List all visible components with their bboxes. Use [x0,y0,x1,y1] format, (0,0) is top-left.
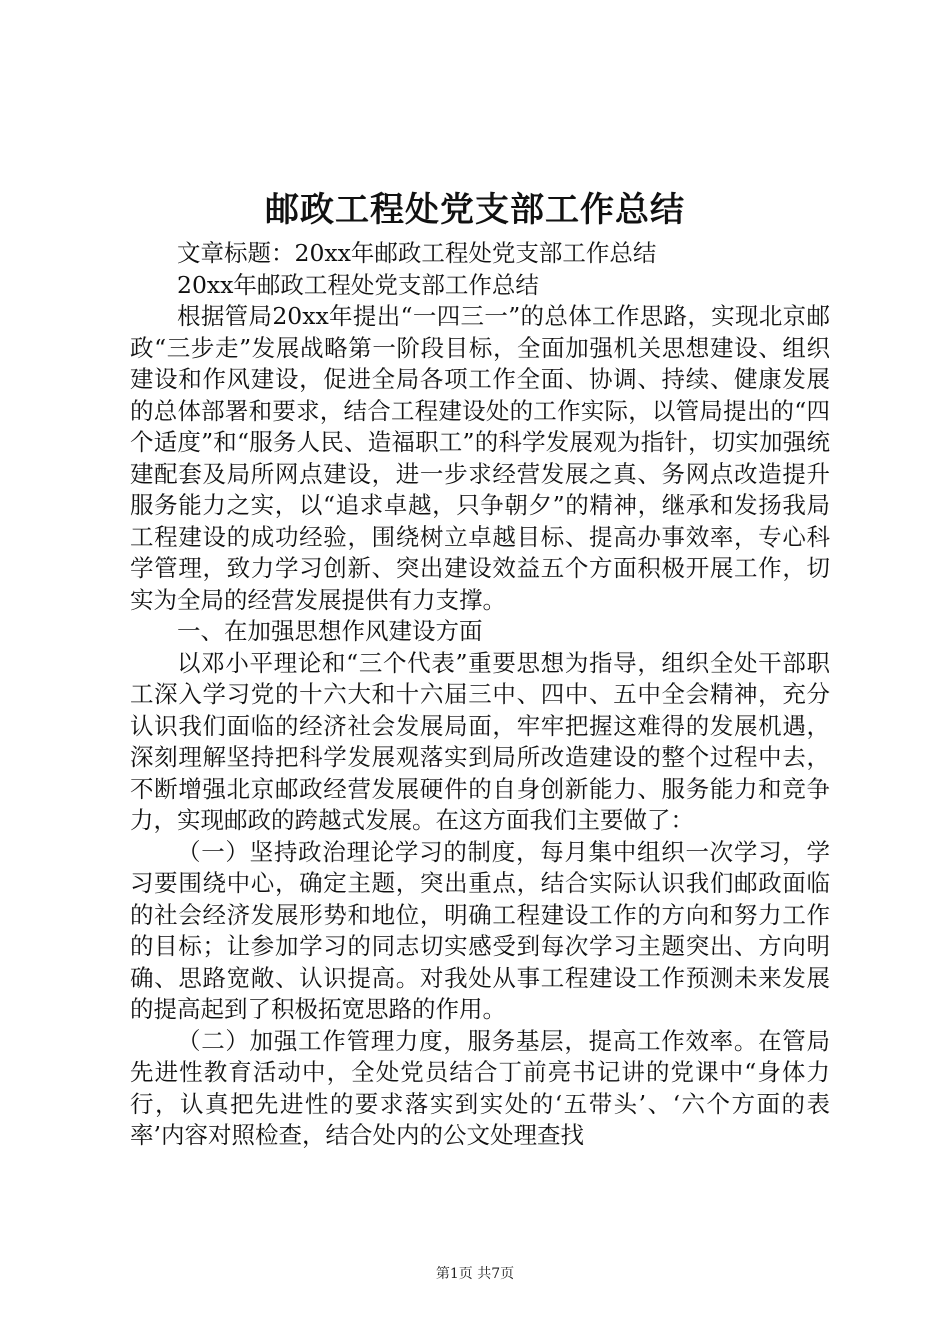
paragraph-item-2: （二）加强工作管理力度，服务基层，提高工作效率。在管局先进性教育活动中，全处党员结合丁前亮书记讲的党课中“身体力行，认真把先进性的要求落实到实处的‘五带头’、‘六个方面的表率’内容对照检查，结合处内的公文处理查找 [130,1026,830,1149]
document-body [130,238,830,1152]
paragraph-subtitle: 20xx年邮政工程处党支部工作总结 [177,270,539,299]
paragraph-item-1: （一）坚持政治理论学习的制度，每月集中组织一次学习，学习要围绕中心，确定主题，突出重点，结合实际认识我们邮政面临的社会经济发展形势和地位，明确工程建设工作的方向和努力工作的目标；让参加学习的同志切实感受到每次学习主题突出、方向明确、思路宽敞、认识提高。对我处从事工程建设工作预测未来发展的提高起到了积极拓宽思路的作用。 [130,837,830,1023]
document-title: 邮政工程处党支部工作总结 [265,190,685,230]
section-heading-1: 一、在加强思想作风建设方面 [177,617,483,645]
page-number-footer: 第1页 共7页 [435,1266,515,1282]
paragraph-section-1: 以邓小平理论和“三个代表”重要思想为指导，组织全处干部职工深入学习党的十六大和十六届三中、四中、五中全会精神，充分认识我们面临的经济社会发展局面，牢牢把握这难得的发展机遇，深刻理解坚持把科学发展观落实到局所改造建设的整个过程中去，不断增强北京邮政经营发展硬件的自身创新能力、服务能力和竞争力，实现邮政的跨越式发展。在这方面我们主要做了： [130,648,830,834]
paragraph-article-title: 文章标题：20xx年邮政工程处党支部工作总结 [177,239,657,267]
paragraph-intro: 根据管局20xx年提出“一四三一”的总体工作思路，实现北京邮政“三步走”发展战略第一阶段目标，全面加强机关思想建设、组织建设和作风建设，促进全局各项工作全面、协调、持续、健康发展的总体部署和要求，结合工程建设处的工作实际，以管局提出的“四个适度”和“服务人民、造福职工”的科学发展观为指针，切实加强统建配套及局所网点建设，进一步求经营发展之真、务网点改造提升服务能力之实，以“追求卓越，只争朝夕”的精神，继承和发扬我局工程建设的成功经验，围绕树立卓越目标、提高办事效率，专心科学管理，致力学习创新、突出建设效益五个方面积极开展工作，切实为全局的经营发展提供有力支撑。 [130,302,830,614]
